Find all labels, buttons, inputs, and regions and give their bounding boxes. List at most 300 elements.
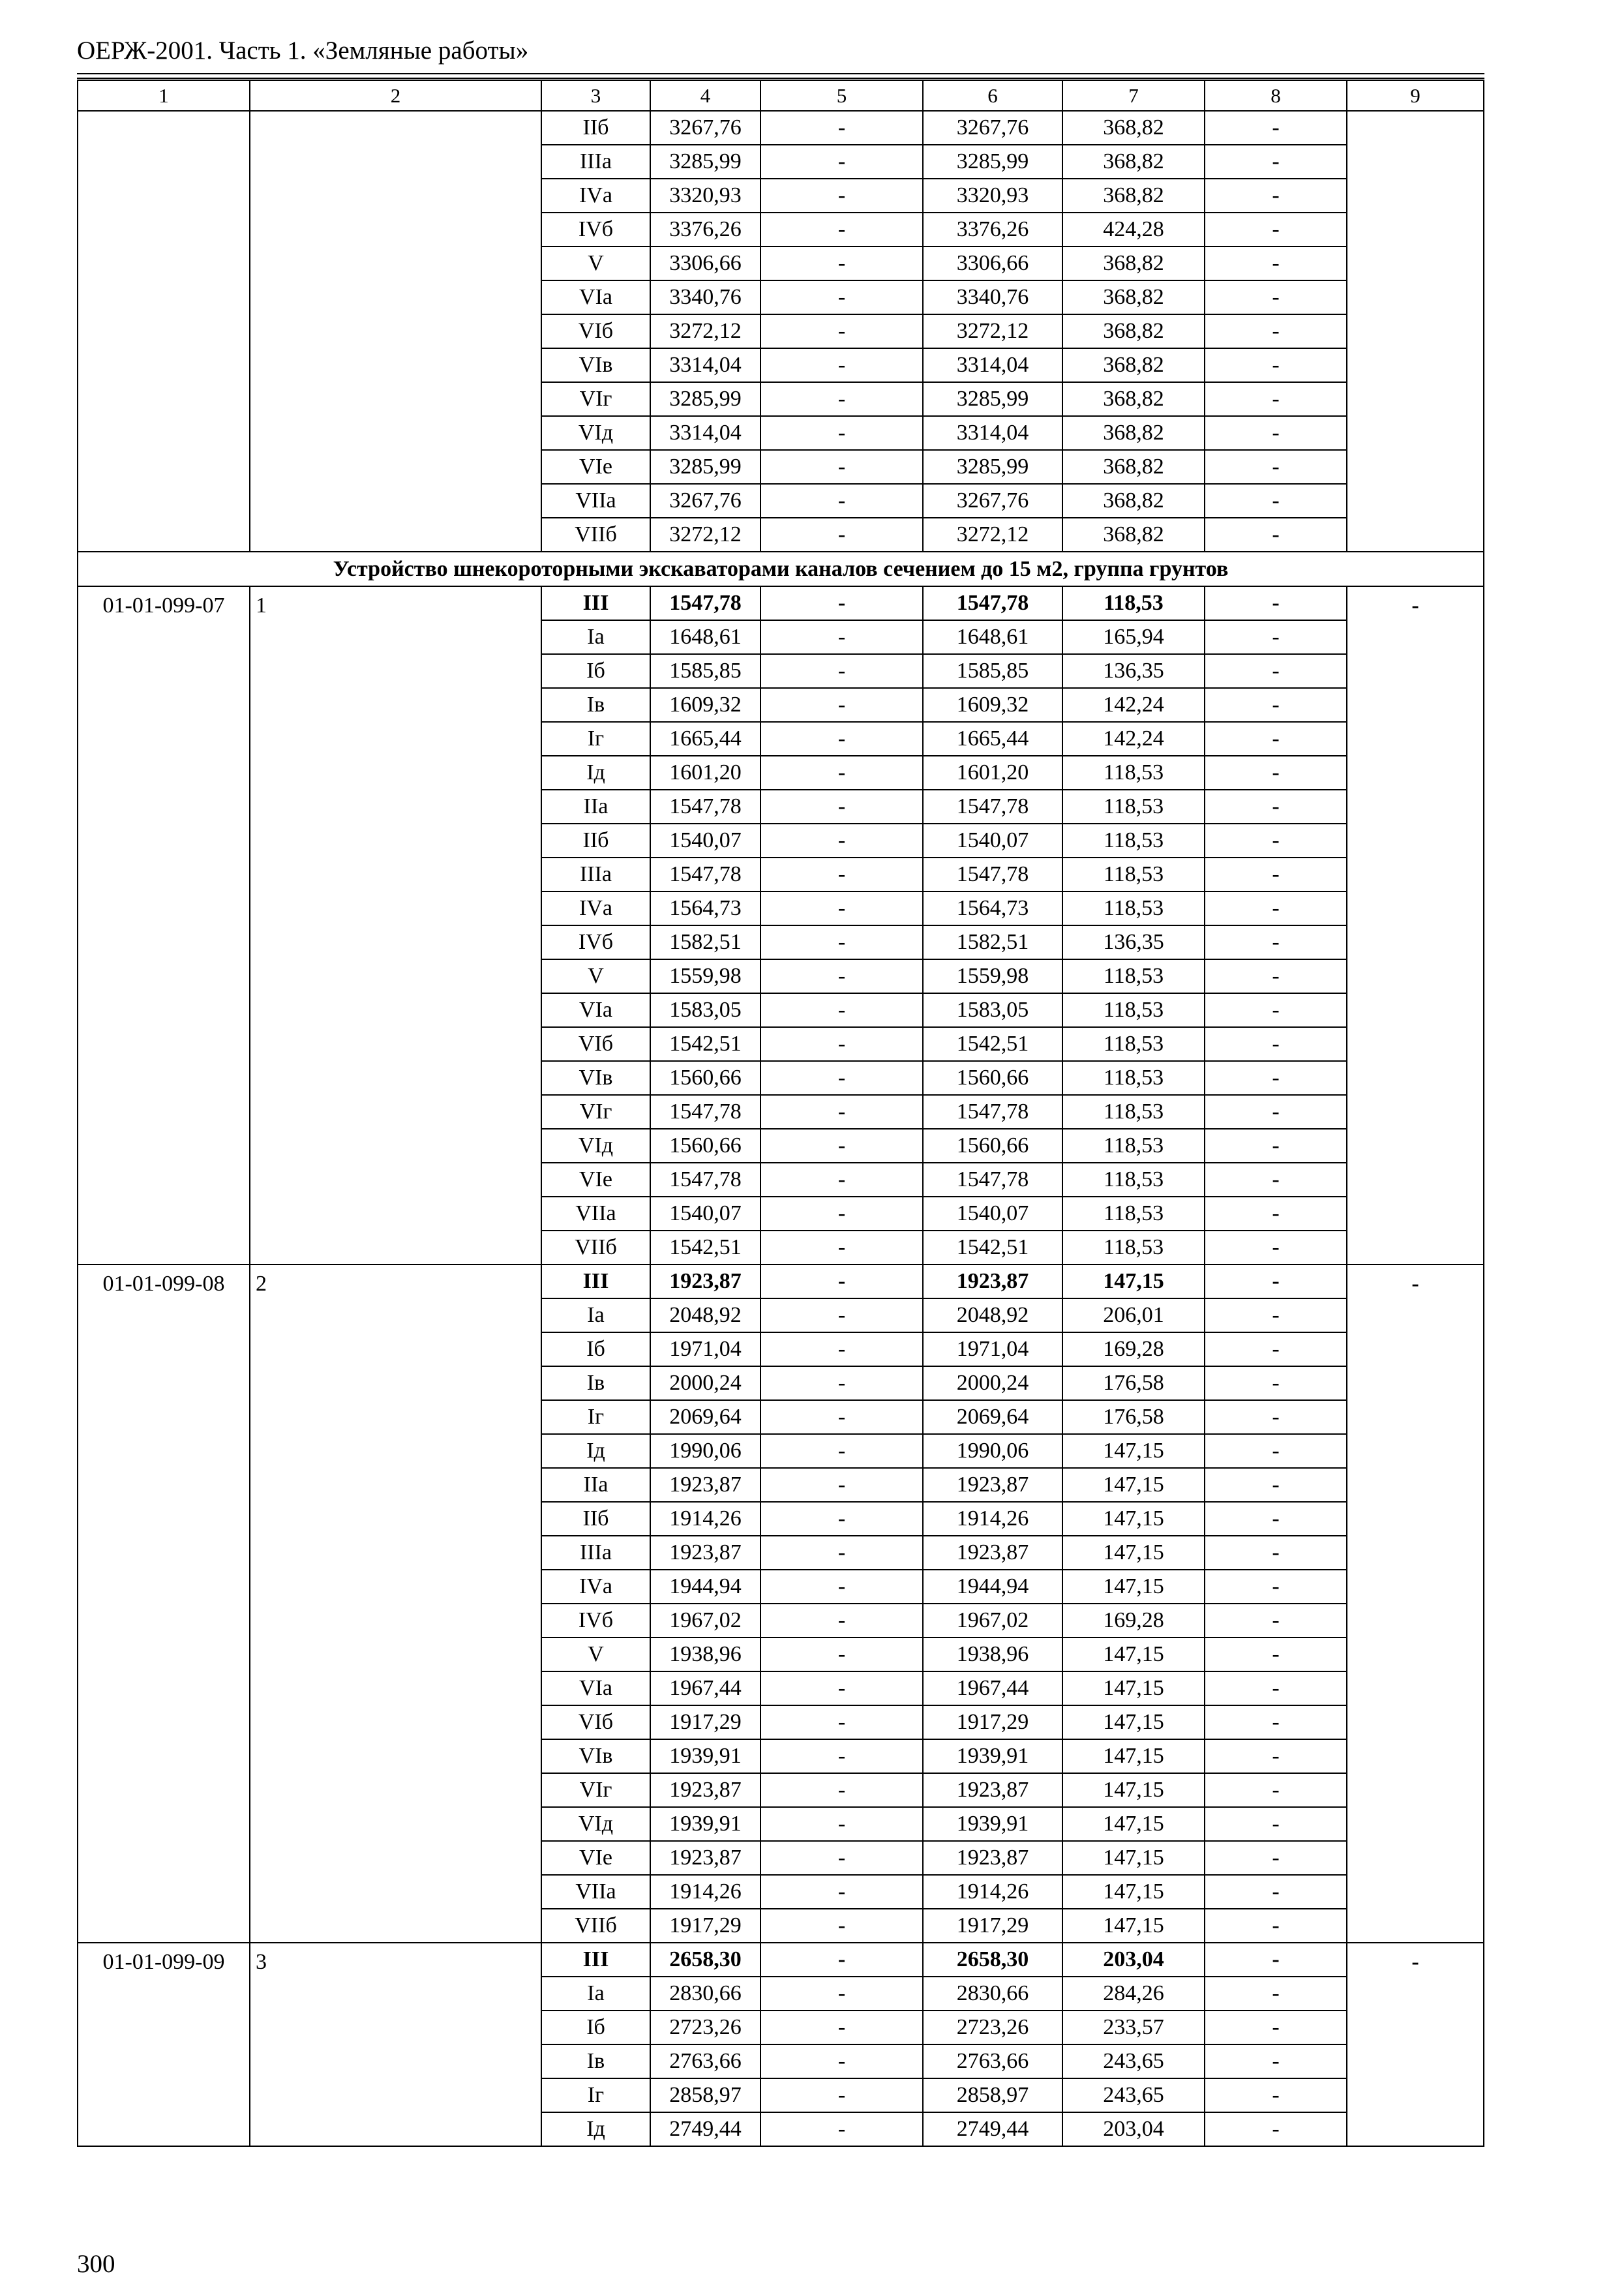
materials-cost-cell: - [1205,1943,1347,1977]
worker-wages-cell: - [760,1298,923,1332]
machine-cost-cell: 3267,76 [923,111,1062,145]
item-number: 1 [250,586,541,1264]
materials-cost-cell: - [1205,2044,1347,2078]
machine-cost-cell: 1547,78 [923,790,1062,824]
worker-wages-cell: - [760,1231,923,1264]
materials-cost-cell: - [1205,1366,1347,1400]
code-cell [78,111,250,552]
total-cost-cell: 1914,26 [650,1502,760,1536]
worker-wages-cell: - [760,959,923,993]
total-cost-cell: 2749,44 [650,2112,760,2146]
machinist-wages-cell: 368,82 [1062,314,1205,348]
machinist-wages-cell: 147,15 [1062,1773,1205,1807]
page-number: 300 [77,2250,115,2278]
machinist-wages-cell: 147,15 [1062,1536,1205,1570]
machine-cost-cell: 1923,87 [923,1468,1062,1502]
machine-cost-cell: 1547,78 [923,858,1062,891]
soil-group-cell: VIIб [541,1231,650,1264]
materials-cost-cell: - [1205,1332,1347,1366]
column-number: 2 [250,80,541,111]
worker-wages-cell: - [760,925,923,959]
machinist-wages-cell: 136,35 [1062,925,1205,959]
machinist-wages-cell: 118,53 [1062,790,1205,824]
soil-group-cell: VIа [541,1671,650,1705]
worker-wages-cell: - [760,1027,923,1061]
machinist-wages-cell: 368,82 [1062,247,1205,280]
machinist-wages-cell: 203,04 [1062,1943,1205,1977]
machine-cost-cell: 2048,92 [923,1298,1062,1332]
machine-cost-cell: 3320,93 [923,179,1062,213]
machinist-wages-cell: 368,82 [1062,348,1205,382]
machinist-wages-cell: 368,82 [1062,518,1205,552]
soil-group-cell: IVб [541,213,650,247]
worker-wages-cell: - [760,756,923,790]
worker-wages-cell: - [760,2044,923,2078]
machinist-wages-cell: 147,15 [1062,1434,1205,1468]
machine-cost-cell: 1585,85 [923,654,1062,688]
machinist-wages-cell: 147,15 [1062,1264,1205,1298]
materials-cost-cell: - [1205,891,1347,925]
soil-group-cell: IIIа [541,145,650,179]
worker-wages-cell: - [760,620,923,654]
machine-cost-cell: 1609,32 [923,688,1062,722]
soil-group-cell: VIд [541,1807,650,1841]
machinist-wages-cell: 147,15 [1062,1909,1205,1943]
machinist-wages-cell: 368,82 [1062,179,1205,213]
total-cost-cell: 1923,87 [650,1264,760,1298]
table-row [78,1943,1484,1977]
materials-cost-cell: - [1205,348,1347,382]
total-cost-cell: 1923,87 [650,1773,760,1807]
machinist-wages-cell: 118,53 [1062,586,1205,620]
section-title-row [78,552,1484,586]
total-cost-cell: 1560,66 [650,1061,760,1095]
total-cost-cell: 1939,91 [650,1739,760,1773]
machine-cost-cell: 1990,06 [923,1434,1062,1468]
total-cost-cell: 3340,76 [650,280,760,314]
machinist-wages-cell: 169,28 [1062,1332,1205,1366]
machinist-wages-cell: 243,65 [1062,2044,1205,2078]
materials-cost-cell: - [1205,1061,1347,1095]
worker-wages-cell: - [760,111,923,145]
total-cost-cell: 1648,61 [650,620,760,654]
machine-cost-cell: 1938,96 [923,1638,1062,1671]
total-cost-cell: 1914,26 [650,1875,760,1909]
machinist-wages-cell: 118,53 [1062,858,1205,891]
materials-cost-cell: - [1205,1909,1347,1943]
total-cost-cell: 2858,97 [650,2078,760,2112]
column-number: 3 [541,80,650,111]
worker-wages-cell: - [760,1638,923,1671]
worker-wages-cell: - [760,1773,923,1807]
machine-cost-cell: 3314,04 [923,348,1062,382]
worker-wages-cell: - [760,348,923,382]
section-title: Устройство шнекороторными экскаваторами каналов сечением до 15 м2, группа грунтов [78,552,1484,586]
machine-cost-cell: 1564,73 [923,891,1062,925]
soil-group-cell: VIг [541,382,650,416]
materials-cost-cell: - [1205,1468,1347,1502]
total-cost-cell: 3285,99 [650,450,760,484]
total-cost-cell: 1967,44 [650,1671,760,1705]
soil-group-cell: VIIб [541,518,650,552]
table-body [78,80,1484,2146]
machine-cost-cell: 1540,07 [923,1197,1062,1231]
materials-cost-cell: - [1205,484,1347,518]
soil-group-cell: Iд [541,1434,650,1468]
machine-cost-cell: 1601,20 [923,756,1062,790]
worker-wages-cell: - [760,145,923,179]
soil-group-cell: VIIа [541,1197,650,1231]
machine-cost-cell: 1917,29 [923,1909,1062,1943]
worker-wages-cell: - [760,1570,923,1604]
worker-wages-cell: - [760,1943,923,1977]
worker-wages-cell: - [760,2078,923,2112]
worker-wages-cell: - [760,450,923,484]
price-table [77,80,1484,2147]
machine-cost-cell: 1917,29 [923,1705,1062,1739]
col9-cell: - [1347,1264,1484,1943]
materials-cost-cell: - [1205,1536,1347,1570]
worker-wages-cell: - [760,1502,923,1536]
worker-wages-cell: - [760,280,923,314]
materials-cost-cell: - [1205,993,1347,1027]
worker-wages-cell: - [760,1977,923,2011]
soil-group-cell: IVб [541,1604,650,1638]
worker-wages-cell: - [760,314,923,348]
machine-cost-cell: 2000,24 [923,1366,1062,1400]
total-cost-cell: 1917,29 [650,1705,760,1739]
machinist-wages-cell: 165,94 [1062,620,1205,654]
materials-cost-cell: - [1205,620,1347,654]
worker-wages-cell: - [760,1400,923,1434]
machinist-wages-cell: 169,28 [1062,1604,1205,1638]
worker-wages-cell: - [760,722,923,756]
total-cost-cell: 1944,94 [650,1570,760,1604]
total-cost-cell: 2763,66 [650,2044,760,2078]
worker-wages-cell: - [760,1468,923,1502]
materials-cost-cell: - [1205,2011,1347,2044]
materials-cost-cell: - [1205,824,1347,858]
total-cost-cell: 3272,12 [650,314,760,348]
total-cost-cell: 2658,30 [650,1943,760,1977]
soil-group-cell: VIв [541,348,650,382]
soil-group-cell: III [541,586,650,620]
total-cost-cell: 3314,04 [650,416,760,450]
machine-cost-cell: 3267,76 [923,484,1062,518]
soil-group-cell: VIг [541,1773,650,1807]
total-cost-cell: 2723,26 [650,2011,760,2044]
col9-cell: - [1347,586,1484,1264]
materials-cost-cell: - [1205,925,1347,959]
column-number: 1 [78,80,250,111]
materials-cost-cell: - [1205,1604,1347,1638]
materials-cost-cell: - [1205,1095,1347,1129]
worker-wages-cell: - [760,858,923,891]
total-cost-cell: 3285,99 [650,382,760,416]
soil-group-cell: VIд [541,1129,650,1163]
machinist-wages-cell: 368,82 [1062,145,1205,179]
worker-wages-cell: - [760,1909,923,1943]
total-cost-cell: 1938,96 [650,1638,760,1671]
soil-group-cell: IIб [541,111,650,145]
machinist-wages-cell: 176,58 [1062,1400,1205,1434]
materials-cost-cell: - [1205,1570,1347,1604]
total-cost-cell: 3285,99 [650,145,760,179]
soil-group-cell: Iв [541,688,650,722]
soil-group-cell: Iб [541,1332,650,1366]
worker-wages-cell: - [760,382,923,416]
soil-group-cell: VIIа [541,484,650,518]
worker-wages-cell: - [760,1536,923,1570]
machinist-wages-cell: 118,53 [1062,1129,1205,1163]
soil-group-cell: VIб [541,1027,650,1061]
soil-group-cell: VIб [541,1705,650,1739]
total-cost-cell: 1564,73 [650,891,760,925]
materials-cost-cell: - [1205,280,1347,314]
machine-cost-cell: 1914,26 [923,1502,1062,1536]
table-row [78,111,1484,145]
column-number: 6 [923,80,1062,111]
worker-wages-cell: - [760,1366,923,1400]
machine-cost-cell: 1923,87 [923,1773,1062,1807]
machine-cost-cell: 3314,04 [923,416,1062,450]
worker-wages-cell: - [760,1434,923,1468]
worker-wages-cell: - [760,1671,923,1705]
column-number: 5 [760,80,923,111]
machine-cost-cell: 2723,26 [923,2011,1062,2044]
machinist-wages-cell: 118,53 [1062,1027,1205,1061]
machine-cost-cell: 2749,44 [923,2112,1062,2146]
number-cell [250,111,541,552]
total-cost-cell: 1583,05 [650,993,760,1027]
machinist-wages-cell: 118,53 [1062,1163,1205,1197]
soil-group-cell: Iв [541,2044,650,2078]
materials-cost-cell: - [1205,654,1347,688]
machinist-wages-cell: 203,04 [1062,2112,1205,2146]
machine-cost-cell: 3285,99 [923,145,1062,179]
soil-group-cell: VIе [541,1841,650,1875]
worker-wages-cell: - [760,1163,923,1197]
materials-cost-cell: - [1205,1298,1347,1332]
total-cost-cell: 1547,78 [650,790,760,824]
soil-group-cell: Iа [541,1977,650,2011]
machinist-wages-cell: 147,15 [1062,1705,1205,1739]
total-cost-cell: 1923,87 [650,1468,760,1502]
total-cost-cell: 1585,85 [650,654,760,688]
machinist-wages-cell: 118,53 [1062,1061,1205,1095]
machine-cost-cell: 1923,87 [923,1536,1062,1570]
materials-cost-cell: - [1205,959,1347,993]
materials-cost-cell: - [1205,1163,1347,1197]
machinist-wages-cell: 118,53 [1062,1231,1205,1264]
materials-cost-cell: - [1205,382,1347,416]
soil-group-cell: VIд [541,416,650,450]
machinist-wages-cell: 118,53 [1062,1197,1205,1231]
total-cost-cell: 3376,26 [650,213,760,247]
materials-cost-cell: - [1205,1977,1347,2011]
worker-wages-cell: - [760,213,923,247]
machinist-wages-cell: 118,53 [1062,891,1205,925]
machinist-wages-cell: 243,65 [1062,2078,1205,2112]
machine-cost-cell: 3306,66 [923,247,1062,280]
machine-cost-cell: 2763,66 [923,2044,1062,2078]
machine-cost-cell: 1967,44 [923,1671,1062,1705]
soil-group-cell: IIIа [541,858,650,891]
total-cost-cell: 1601,20 [650,756,760,790]
machine-cost-cell: 1560,66 [923,1061,1062,1095]
worker-wages-cell: - [760,1604,923,1638]
column-number-row [78,80,1484,111]
machinist-wages-cell: 284,26 [1062,1977,1205,2011]
materials-cost-cell: - [1205,2078,1347,2112]
machinist-wages-cell: 147,15 [1062,1502,1205,1536]
machinist-wages-cell: 368,82 [1062,484,1205,518]
total-cost-cell: 1967,02 [650,1604,760,1638]
soil-group-cell: IIIа [541,1536,650,1570]
column-number: 7 [1062,80,1205,111]
column-number: 4 [650,80,760,111]
worker-wages-cell: - [760,2112,923,2146]
materials-cost-cell: - [1205,688,1347,722]
soil-group-cell: Iа [541,620,650,654]
machinist-wages-cell: 147,15 [1062,1468,1205,1502]
machine-cost-cell: 1547,78 [923,1095,1062,1129]
worker-wages-cell: - [760,1807,923,1841]
machinist-wages-cell: 147,15 [1062,1807,1205,1841]
total-cost-cell: 1917,29 [650,1909,760,1943]
machine-cost-cell: 1944,94 [923,1570,1062,1604]
total-cost-cell: 1540,07 [650,1197,760,1231]
worker-wages-cell: - [760,1095,923,1129]
soil-group-cell: III [541,1943,650,1977]
soil-group-cell: V [541,247,650,280]
total-cost-cell: 1547,78 [650,858,760,891]
worker-wages-cell: - [760,1197,923,1231]
machinist-wages-cell: 368,82 [1062,416,1205,450]
materials-cost-cell: - [1205,1705,1347,1739]
soil-group-cell: Iв [541,1366,650,1400]
materials-cost-cell: - [1205,450,1347,484]
soil-group-cell: Iд [541,2112,650,2146]
machinist-wages-cell: 147,15 [1062,1739,1205,1773]
machinist-wages-cell: 424,28 [1062,213,1205,247]
rate-code: 01-01-099-07 [78,586,250,1264]
machine-cost-cell: 1923,87 [923,1841,1062,1875]
soil-group-cell: IVа [541,891,650,925]
worker-wages-cell: - [760,247,923,280]
soil-group-cell: Iг [541,1400,650,1434]
materials-cost-cell: - [1205,416,1347,450]
materials-cost-cell: - [1205,1773,1347,1807]
machine-cost-cell: 2658,30 [923,1943,1062,1977]
machinist-wages-cell: 118,53 [1062,959,1205,993]
machine-cost-cell: 1582,51 [923,925,1062,959]
machine-cost-cell: 1648,61 [923,620,1062,654]
materials-cost-cell: - [1205,756,1347,790]
materials-cost-cell: - [1205,179,1347,213]
col9-cell [1347,111,1484,552]
soil-group-cell: V [541,959,650,993]
machine-cost-cell: 1540,07 [923,824,1062,858]
machinist-wages-cell: 368,82 [1062,450,1205,484]
soil-group-cell: VIв [541,1739,650,1773]
machine-cost-cell: 1547,78 [923,1163,1062,1197]
col9-cell: - [1347,1943,1484,2146]
soil-group-cell: IVа [541,1570,650,1604]
soil-group-cell: VIIа [541,1875,650,1909]
machine-cost-cell: 1542,51 [923,1027,1062,1061]
materials-cost-cell: - [1205,1875,1347,1909]
worker-wages-cell: - [760,993,923,1027]
total-cost-cell: 1542,51 [650,1231,760,1264]
total-cost-cell: 3267,76 [650,111,760,145]
machinist-wages-cell: 368,82 [1062,111,1205,145]
soil-group-cell: Iд [541,756,650,790]
soil-group-cell: VIе [541,1163,650,1197]
materials-cost-cell: - [1205,1400,1347,1434]
materials-cost-cell: - [1205,1807,1347,1841]
materials-cost-cell: - [1205,1841,1347,1875]
soil-group-cell: IIб [541,1502,650,1536]
soil-group-cell: VIа [541,280,650,314]
machinist-wages-cell: 136,35 [1062,654,1205,688]
soil-group-cell: VIIб [541,1909,650,1943]
total-cost-cell: 2048,92 [650,1298,760,1332]
total-cost-cell: 1547,78 [650,1095,760,1129]
materials-cost-cell: - [1205,1129,1347,1163]
total-cost-cell: 1939,91 [650,1807,760,1841]
machine-cost-cell: 3340,76 [923,280,1062,314]
machinist-wages-cell: 147,15 [1062,1841,1205,1875]
worker-wages-cell: - [760,2011,923,2044]
total-cost-cell: 1971,04 [650,1332,760,1366]
header-rule [77,73,1484,74]
machinist-wages-cell: 147,15 [1062,1570,1205,1604]
total-cost-cell: 1547,78 [650,1163,760,1197]
machinist-wages-cell: 118,53 [1062,824,1205,858]
total-cost-cell: 3320,93 [650,179,760,213]
machine-cost-cell: 3285,99 [923,450,1062,484]
soil-group-cell: IIб [541,824,650,858]
machine-cost-cell: 1542,51 [923,1231,1062,1264]
total-cost-cell: 3272,12 [650,518,760,552]
total-cost-cell: 1559,98 [650,959,760,993]
soil-group-cell: VIа [541,993,650,1027]
total-cost-cell: 1542,51 [650,1027,760,1061]
machinist-wages-cell: 118,53 [1062,1095,1205,1129]
soil-group-cell: Iб [541,654,650,688]
machine-cost-cell: 1559,98 [923,959,1062,993]
worker-wages-cell: - [760,1129,923,1163]
materials-cost-cell: - [1205,722,1347,756]
total-cost-cell: 2000,24 [650,1366,760,1400]
soil-group-cell: IIа [541,790,650,824]
soil-group-cell: Iа [541,1298,650,1332]
machine-cost-cell: 2069,64 [923,1400,1062,1434]
worker-wages-cell: - [760,654,923,688]
worker-wages-cell: - [760,1841,923,1875]
soil-group-cell: IVб [541,925,650,959]
machinist-wages-cell: 176,58 [1062,1366,1205,1400]
worker-wages-cell: - [760,484,923,518]
soil-group-cell: Iг [541,722,650,756]
machinist-wages-cell: 118,53 [1062,993,1205,1027]
table-row [78,586,1484,620]
machinist-wages-cell: 147,15 [1062,1638,1205,1671]
materials-cost-cell: - [1205,858,1347,891]
materials-cost-cell: - [1205,1739,1347,1773]
machine-cost-cell: 1967,02 [923,1604,1062,1638]
